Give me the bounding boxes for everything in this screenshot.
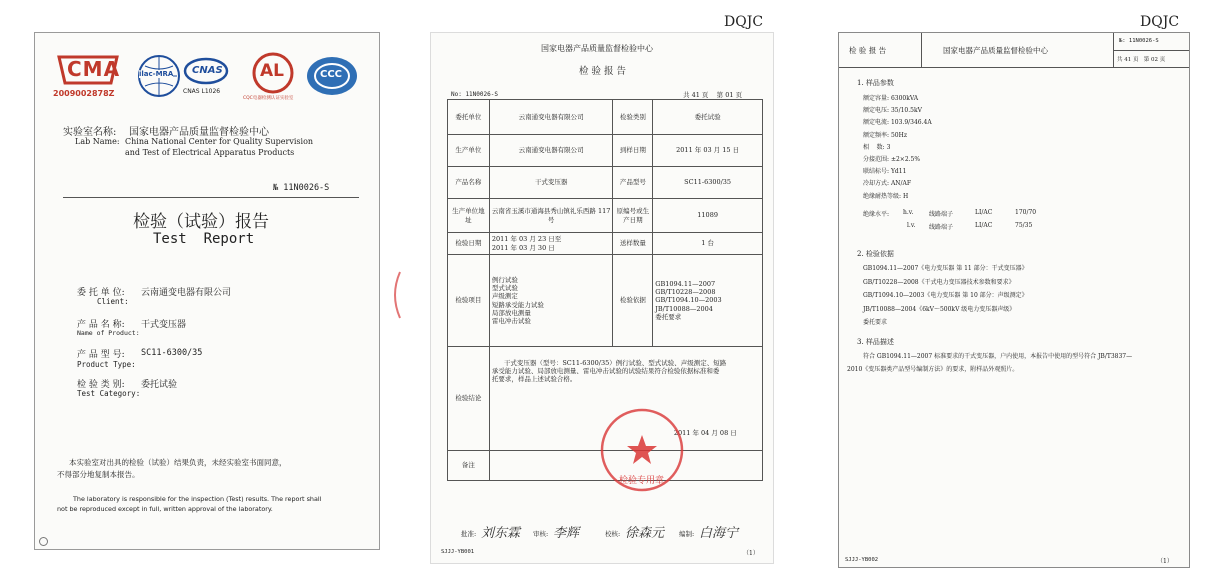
notice-cn-line2: 不得部分地复制本报告。 — [57, 470, 140, 479]
type-label: 产 品 型 号: — [77, 350, 125, 360]
list-item: GB/T10228—2008《干式电力变压器技术参数和要求》 — [863, 278, 1015, 286]
list-item: 委托要求 — [655, 312, 682, 321]
param-value: Yd11 — [890, 168, 907, 176]
ins-value: 170/70 — [1015, 209, 1037, 216]
table-row — [448, 135, 763, 167]
param-key: 额定频率: — [863, 131, 890, 139]
page3-report-number: №: 11N0026-S — [1119, 38, 1159, 44]
param-value: 6300kVA — [890, 95, 919, 102]
manufacturer-value-cell: 云南通变电器有限公司 — [489, 135, 613, 167]
conclusion-line3: 托要求，样品上述试验合格。 — [491, 375, 577, 384]
section-sample-params-title: 1. 样品参数 — [857, 79, 894, 87]
cma-logo-text: CMA — [67, 57, 121, 81]
test-date-value-cell — [489, 233, 613, 255]
review-label: 审核: — [533, 530, 549, 538]
page2-org: 国家电器产品质量监督检验中心 — [541, 44, 653, 53]
stamp-text: 检验专用章 — [619, 476, 665, 486]
check-label: 校核: — [605, 530, 621, 538]
manufacturer-label-cell: 生产单位 — [448, 135, 490, 167]
page2-form-code: SJJJ-YB001 — [441, 549, 475, 555]
basis-label-cell: 检验依据 — [613, 255, 653, 347]
report-page-1 — [430, 32, 774, 564]
standards-list — [863, 263, 1173, 331]
notice-en-line1: The laboratory is responsible for the inspection (Test) results. The report shall — [73, 495, 322, 503]
conclusion-label-cell: 检验结论 — [448, 347, 490, 451]
param-value: H — [902, 192, 909, 200]
param-key: 相 数: — [863, 143, 885, 151]
ins-side: h.v. — [903, 209, 914, 216]
approve-signature: 刘东霖 — [481, 526, 521, 541]
list-item: JB/T10088—2004 — [655, 304, 713, 313]
ccc-logo — [305, 55, 359, 99]
serial-value-cell: 11089 — [653, 199, 763, 233]
report-number: № 11N0026-S — [273, 183, 330, 193]
arrival-date-label-cell: 到样日期 — [613, 135, 653, 167]
ins-side: l.v. — [907, 222, 916, 229]
table-row — [448, 233, 763, 255]
report-title-en: Test Report — [153, 231, 255, 247]
list-item — [863, 142, 1163, 154]
param-key: 绝缘耐热等级: — [863, 192, 902, 200]
page3-form-code: SJJJ-YB002 — [845, 557, 879, 563]
page3-header — [839, 33, 1189, 68]
list-item — [863, 154, 1163, 166]
page3-header-title: 检 验 报 告 — [849, 46, 887, 55]
category-value-cell: 委托试验 — [653, 100, 763, 135]
section-basis-title: 2. 检验依据 — [857, 250, 894, 258]
client-label: 委 托 单 位: — [77, 288, 125, 298]
ilac-logo-text: ilac-MRA — [139, 70, 174, 78]
list-item: GB1094.11—2007《电力变压器 第 11 部分：干式变压器》 — [863, 265, 1028, 272]
list-item — [863, 93, 1163, 105]
page2-report-number: No: 11N0026-S — [451, 91, 498, 98]
test-date-label-cell: 检验日期 — [448, 233, 490, 255]
product-type-label-cell: 产品型号 — [613, 167, 653, 199]
lab-name-en-label: Lab Name: — [75, 137, 120, 146]
page2-corner-mark: DQJC — [724, 14, 764, 30]
product-type-value-cell: SC11-6300/35 — [653, 167, 763, 199]
compile-signature: 白海宁 — [699, 526, 739, 541]
list-item — [863, 178, 1163, 190]
list-item — [863, 105, 1163, 117]
param-value: 103.9/346.4A — [890, 119, 932, 127]
corner-mark-icon — [39, 537, 48, 546]
list-item — [863, 166, 1163, 178]
category-label: 检 验 类 别: — [77, 380, 125, 390]
page3-page-count: 共 41 页 第 02 页 — [1117, 57, 1166, 63]
page2-page-mark: （1） — [743, 550, 759, 557]
al-caption: CQC电器检测认证实验室 — [243, 96, 294, 101]
param-key: 分接范围: — [863, 155, 890, 163]
cma-logo — [53, 53, 123, 101]
conclusion-line1: 干式变压器（型号：SC11-6300/35）例行试验、型式试验、声级测定、短路 — [503, 359, 727, 367]
sign-date: 2011 年 04 月 08 日 — [673, 429, 737, 437]
param-key: 额定容量: — [863, 95, 890, 102]
type-label-en: Product Type: — [77, 360, 136, 369]
lab-name-cn-label: 实验室名称: — [63, 127, 117, 138]
conclusion-line2: 承受能力试验、局部放电测量、雷电冲击试验的试验结果符合检验依据标准和委 — [491, 367, 720, 376]
stamp-edge-icon — [388, 270, 402, 320]
table-row — [448, 100, 763, 135]
page3-header-org: 国家电器产品质量监督检验中心 — [943, 46, 1048, 55]
insulation-label: 绝缘水平: — [863, 211, 890, 218]
notice-cn-line1: 本实验室对出具的检验（试验）结果负责，未经实验室书面同意， — [69, 458, 287, 467]
lab-name-cn: 国家电器产品质量监督检验中心 — [129, 127, 269, 138]
param-key: 冷却方式: — [863, 180, 890, 188]
description-line1: 符合 GB1094.11—2007 标准要求的干式变压器，户内使用，本报告中使用的型号符合 JB/T3837— — [863, 353, 1133, 360]
category-label-en: Test Category: — [77, 389, 141, 398]
list-item: 型式试验 — [491, 284, 518, 293]
product-label: 产 品 名 称: — [77, 320, 125, 330]
header-divider — [1113, 50, 1189, 51]
lab-name-en-line1: China National Center for Quality Supervision — [125, 137, 314, 146]
page3-corner-mark: DQJC — [1140, 14, 1180, 30]
table-row — [448, 199, 763, 233]
test-items-label-cell: 检验项目 — [448, 255, 490, 347]
category-value: 委托试验 — [141, 380, 178, 390]
params-list — [863, 93, 1163, 203]
category-label-cell: 检验类别 — [613, 100, 653, 135]
test-items-cell — [489, 255, 613, 347]
review-signature: 李辉 — [553, 526, 580, 541]
test-date-end: 2011 年 03 月 30 日 — [491, 243, 555, 252]
product-name-label-cell: 产品名称 — [448, 167, 490, 199]
cnas-logo-text: CNAS — [192, 65, 223, 76]
ilac-mra-logo — [137, 53, 181, 99]
compile-label: 编制: — [679, 530, 695, 538]
al-logo — [243, 51, 303, 101]
client-value: 云南通变电器有限公司 — [141, 288, 232, 298]
list-item: 声级测定 — [491, 292, 518, 301]
param-value: 50Hz — [890, 131, 907, 139]
list-item — [863, 117, 1163, 129]
param-value: 35/10.5kV — [890, 107, 922, 115]
ins-terminal: 线路端子 — [929, 211, 954, 218]
description-line2: 2010《变压器类产品型号编制方法》的要求，附样品外观照片。 — [847, 366, 1019, 373]
param-value: AN/AF — [890, 180, 912, 188]
list-item: JB/T10088—2004《6kV～500kV 级电力变压器声级》 — [863, 305, 1016, 313]
notice-en-line2: not be reproduced except in full, written approval of the laboratory. — [57, 505, 273, 513]
report-title-cn: 检验（试验）报告 — [133, 212, 269, 232]
lab-name-en-line2: and Test of Electrical Apparatus Products — [125, 148, 295, 157]
section-description-title: 3. 样品描述 — [857, 338, 894, 346]
param-value: ±2×2.5% — [890, 155, 921, 163]
serial-label-cell: 原编号或生产日期 — [613, 199, 653, 233]
al-logo-text: AL — [260, 61, 284, 81]
ins-value: 75/35 — [1015, 222, 1033, 229]
list-item: GB1094.11—2007 — [655, 280, 716, 289]
list-item: 短路承受能力试验 — [491, 300, 544, 309]
sample-qty-label-cell: 送样数量 — [613, 233, 653, 255]
basis-cell — [653, 255, 763, 347]
arrival-date-value-cell: 2011 年 03 月 15 日 — [653, 135, 763, 167]
client-label-cell: 委托单位 — [448, 100, 490, 135]
list-item: 雷电冲击试验 — [491, 316, 531, 325]
list-item — [863, 191, 1163, 203]
sample-qty-value-cell: 1 台 — [653, 233, 763, 255]
ccc-logo-text: CCC — [320, 69, 343, 80]
report-cover-page — [34, 32, 380, 550]
param-key: 联结标号: — [863, 168, 890, 176]
test-date-start: 2011 年 03 月 23 日至 — [491, 235, 562, 244]
check-signature: 徐森元 — [625, 526, 665, 541]
cert-number: 2009002878Z — [53, 89, 115, 98]
ins-terminal: 线路端子 — [929, 224, 954, 231]
list-item: GB/T10228—2008 — [655, 288, 716, 297]
page2-title: 检 验 报 告 — [579, 66, 627, 77]
table-row — [448, 167, 763, 199]
ins-type: LI/AC — [975, 209, 993, 216]
list-item: 例行试验 — [491, 276, 518, 285]
param-key: 额定电流: — [863, 119, 890, 127]
ins-type: LI/AC — [975, 222, 993, 229]
type-value: SC11-6300/35 — [141, 348, 203, 358]
report-page-2 — [838, 32, 1190, 568]
address-value-cell: 云南省玉溪市通海县秀山镇礼乐西路 117 号 — [489, 199, 613, 233]
address-label-cell: 生产单位地址 — [448, 199, 490, 233]
cnas-code: CNAS L1026 — [183, 88, 221, 95]
page2-page-count: 共 41 页 第 01 页 — [683, 91, 743, 99]
list-item — [863, 130, 1163, 142]
param-key: 额定电压: — [863, 107, 890, 115]
cnas-logo — [183, 57, 233, 103]
product-name-value-cell: 干式变压器 — [489, 167, 613, 199]
list-item: 委托要求 — [863, 319, 888, 326]
list-item: 局部放电测量 — [491, 308, 531, 317]
header-divider — [921, 33, 922, 67]
table-row — [448, 255, 763, 347]
param-value: 3 — [886, 143, 891, 151]
product-value: 干式变压器 — [141, 320, 187, 330]
list-item: GB/T1094.10—2003 — [655, 296, 722, 305]
title-divider — [63, 197, 359, 198]
approve-label: 批准: — [461, 530, 477, 538]
page3-page-mark: （1） — [1157, 558, 1173, 565]
product-label-en: Name of Product: — [77, 329, 140, 337]
client-value-cell: 云南通变电器有限公司 — [489, 100, 613, 135]
remark-label-cell: 备注 — [448, 451, 490, 481]
client-label-en: Client: — [97, 297, 129, 306]
list-item: GB/T1094.10—2003《电力变压器 第 10 部分：声级测定》 — [863, 292, 1028, 299]
